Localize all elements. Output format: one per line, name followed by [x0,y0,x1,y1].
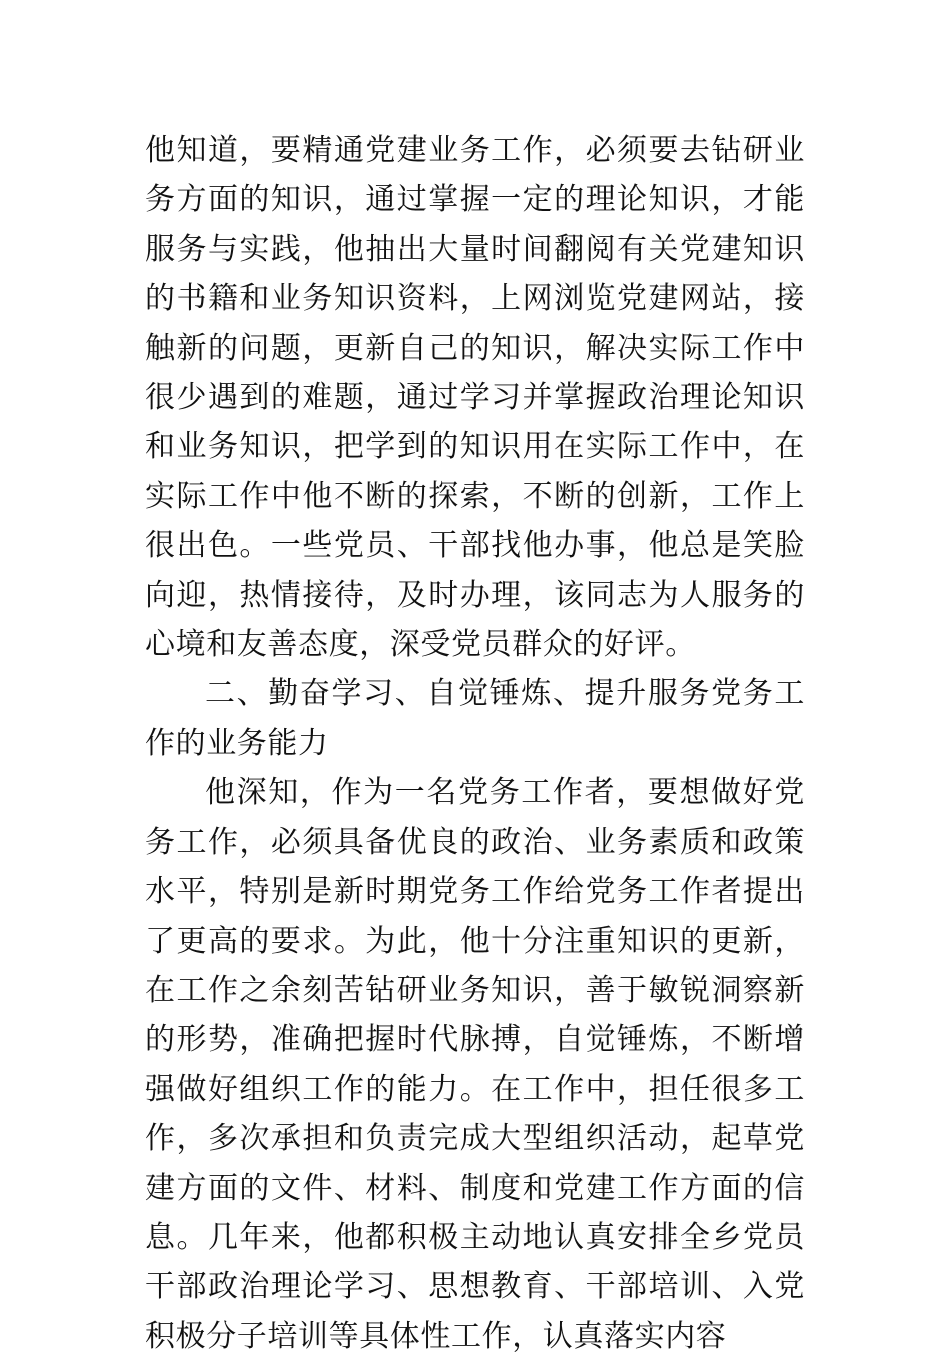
document-body [145,126,805,1361]
paragraph-body: 他深知，作为一名党务工作者，要想做好党务工作，必须具备优良的政治、业务素质和政策水平，特别是新时期党务工作给党务工作者提出了更高的要求。为此，他十分注重知识的更新，在工作之余刻苦钻研业务知识，善于敏锐洞察新的形势，准确把握时代脉搏，自觉锤炼，不断增强做好组织工作的能力。在工作中，担任很多工作，多次承担和负责完成大型组织活动，起草党建方面的文件、材料、制度和党建工作方面的信息。几年来，他都积极主动地认真安排全乡党员干部政治理论学习、思想教育、干部培训、入党积极分子培训等具体性工作，认真落实内容 [145,775,805,1354]
section-heading: 二、勤奋学习、自觉锤炼、提升服务党务工作的业务能力 [145,676,805,761]
paragraph-continuation: 他知道，要精通党建业务工作，必须要去钻研业务方面的知识，通过掌握一定的理论知识，才能服务与实践，他抽出大量时间翻阅有关党建知识的书籍和业务知识资料，上网浏览党建网站，接触新的问题，更新自己的知识，解决实际工作中很少遇到的难题，通过学习并掌握政治理论知识和业务知识，把学到的知识用在实际工作中，在实际工作中他不断的探索，不断的创新，工作上很出色。一些党员、干部找他办事，他总是笑脸向迎，热情接待，及时办理，该同志为人服务的心境和友善态度，深受党员群众的好评。 [145,133,805,663]
